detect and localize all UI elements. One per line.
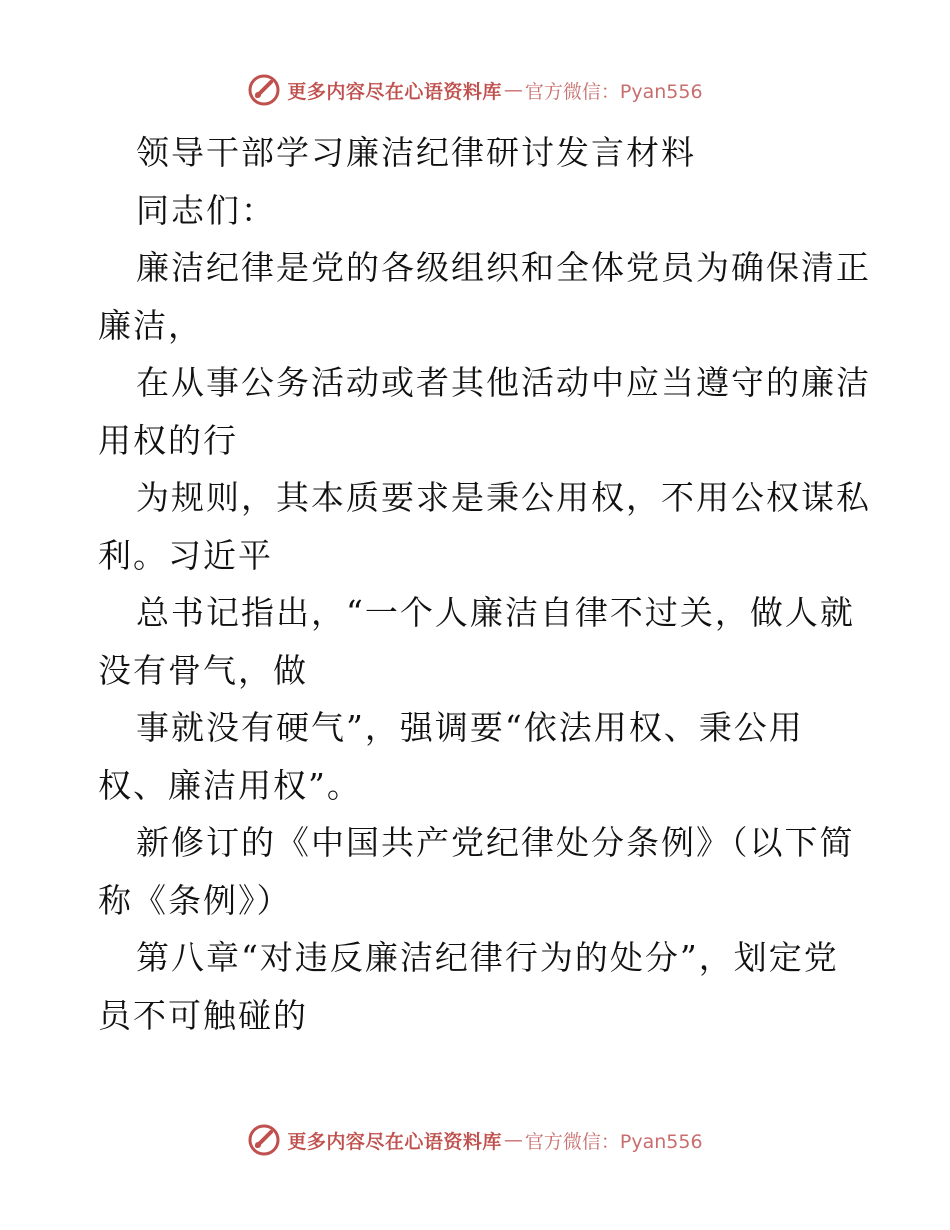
logo-icon [247,1123,281,1157]
document-title: 领导干部学习廉洁纪律研讨发言材料 [136,133,696,172]
watermark-contact: 官方微信：Pyan556 [524,1130,703,1153]
text-line: 廉洁纪律是党的各级组织和全体党员为确保清正 [136,248,871,287]
watermark-dash: — [503,79,523,101]
header-watermark [0,70,950,110]
document-body [98,124,871,1044]
text-line: 权、廉洁用权”。 [98,765,362,805]
text-line: 为规则，其本质要求是秉公用权，不用公权谋私 [136,478,871,517]
watermark-contact: 官方微信：Pyan556 [524,80,703,103]
text-line: 总书记指出，“一个人廉洁自律不过关，做人就 [136,593,855,632]
text-line: 在从事公务活动或者其他活动中应当遵守的廉洁 [136,363,871,402]
logo-icon [247,73,281,107]
text-line: 事就没有硬气”，强调要“依法用权、秉公用 [136,708,804,747]
watermark-brand: 更多内容尽在心语资料库 [287,80,502,103]
text-line: 第八章“对违反廉洁纪律行为的处分”，划定党 [136,938,839,977]
watermark-brand: 更多内容尽在心语资料库 [287,1130,502,1153]
salutation: 同志们： [136,190,276,230]
text-line: 没有骨气，做 [98,650,308,690]
footer-watermark [0,1120,950,1160]
text-line: 廉洁， [98,305,203,345]
text-line: 称《条例》） [98,880,292,920]
text-line: 新修订的《中国共产党纪律处分条例》（以下简 [136,823,855,862]
text-line: 利。习近平 [98,535,273,575]
watermark-dash: — [503,1129,523,1151]
text-line: 员不可触碰的 [98,995,308,1035]
text-line: 用权的行 [98,420,238,460]
